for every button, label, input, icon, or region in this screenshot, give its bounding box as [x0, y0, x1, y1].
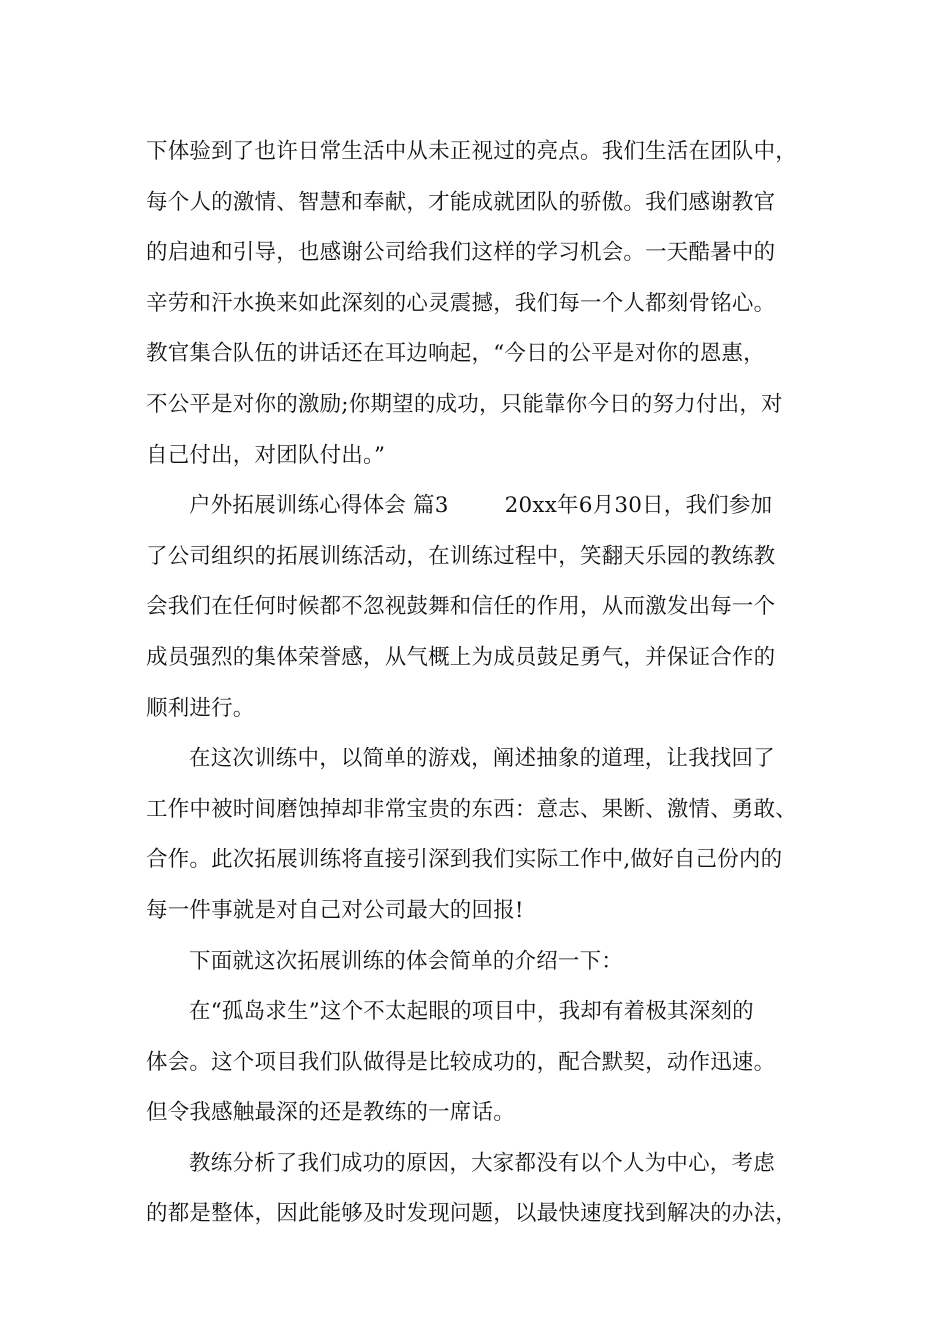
text-line: 每个人的激情、智慧和奉献，才能成就团队的骄傲。我们感谢教官 — [146, 189, 776, 215]
text-line: 不公平是对你的激励;你期望的成功，只能靠你今日的努力付出，对 — [146, 391, 783, 417]
text-line: 但令我感触最深的还是教练的一席话。 — [146, 1100, 515, 1126]
text-line: 的启迪和引导，也感谢公司给我们这样的学习机会。一天酷暑中的 — [146, 240, 776, 266]
text-line: 下面就这次拓展训练的体会简单的介绍一下： — [189, 948, 624, 974]
text-line: 在这次训练中，以简单的游戏，阐述抽象的道理，让我找回了 — [189, 746, 775, 772]
text-line: 顺利进行。 — [146, 695, 255, 721]
text-line: 工作中被时间磨蚀掉却非常宝贵的东西：意志、果断、激情、勇敢、 — [146, 796, 798, 822]
text-line: 的都是整体，因此能够及时发现问题，以最快速度找到解决的办法， — [146, 1201, 798, 1227]
text-line: 下体验到了也许日常生活中从未正视过的亮点。我们生活在团队中， — [146, 139, 798, 164]
text-line: 自己付出，对团队付出。” — [146, 442, 386, 468]
text-line: 教官集合队伍的讲话还在耳边响起，“今日的公平是对你的恩惠， — [146, 341, 765, 367]
section-heading-line — [146, 481, 826, 532]
section-intro-text: 20xx年6月30日，我们参加 — [504, 493, 773, 519]
text-line: 教练分析了我们成功的原因，大家都没有以个人为中心，考虑 — [189, 1150, 775, 1176]
text-line: 成员强烈的集体荣誉感，从气概上为成员鼓足勇气，并保证合作的 — [146, 644, 776, 670]
text-line: 辛劳和汗水换来如此深刻的心灵震撼，我们每一个人都刻骨铭心。 — [146, 290, 776, 316]
text-line: 了公司组织的拓展训练活动，在训练过程中，笑翻天乐园的教练教 — [146, 543, 776, 569]
section-heading: 户外拓展训练心得体会 篇3 — [189, 493, 449, 519]
text-line: 每一件事就是对自己对公司最大的回报! — [146, 897, 524, 923]
document-body — [146, 127, 826, 1240]
text-line: 在“孤岛求生”这个不太起眼的项目中，我却有着极其深刻的 — [189, 999, 754, 1025]
text-line: 合作。此次拓展训练将直接引深到我们实际工作中,做好自己份内的 — [146, 847, 783, 873]
text-line: 体会。这个项目我们队做得是比较成功的，配合默契，动作迅速。 — [146, 1049, 776, 1075]
text-line: 会我们在任何时候都不忽视鼓舞和信任的作用，从而激发出每一个 — [146, 594, 776, 620]
